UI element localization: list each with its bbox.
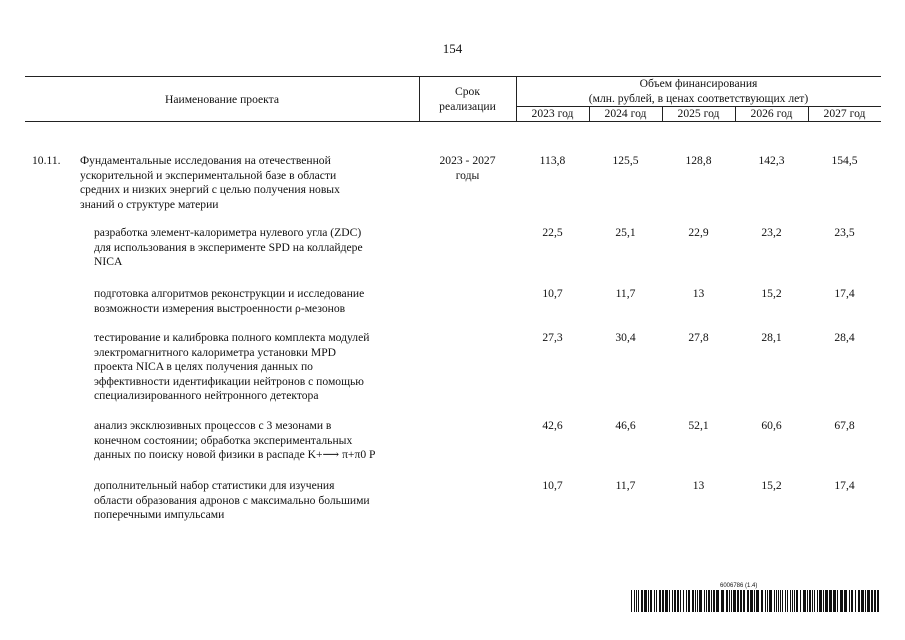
sub-row-value-2026: 15,2 — [761, 479, 782, 492]
sub-row-line: специализированного нейтронного детектора — [94, 389, 319, 402]
sub-row-line: анализ эксклюзивных процессов с 3 мезонами в — [94, 419, 332, 432]
sub-row-line: возможности измерения выстроенности ρ-мезонов — [94, 301, 346, 315]
table-header-bottom-border — [25, 121, 881, 122]
header-year-2027: 2027 год — [823, 107, 866, 120]
sub-row-value-2025: 22,9 — [688, 226, 709, 239]
barcode-image — [631, 590, 881, 612]
sub-row-line: эффективности идентификации нейтронов с помощью — [94, 374, 364, 388]
main-row-title-line: средних и низких энергий с целью получения новых — [80, 183, 340, 196]
sub-row-value-2024: 11,7 — [615, 479, 636, 492]
main-row-term — [419, 154, 516, 183]
sub-row-value-2027: 17,4 — [834, 479, 855, 492]
page-number: 154 — [442, 41, 463, 56]
sub-row-line: проекта NICA в целях получения данных по — [94, 360, 313, 373]
sub-row-line: для использования в эксперименте SPD на коллайдере — [94, 240, 363, 254]
sub-row-value-2025: 27,8 — [688, 331, 709, 344]
sub-row-line: области образования адронов с максимально большими — [94, 493, 370, 507]
main-row-term-line1: 2023 - 2027 — [439, 154, 496, 167]
sub-row-value-2027: 17,4 — [834, 287, 855, 300]
main-row-value-2027: 154,5 — [831, 154, 858, 167]
sub-row-text — [94, 419, 419, 463]
sub-row-line: поперечными импульсами — [94, 508, 225, 521]
sub-row-value-2024: 30,4 — [615, 331, 636, 344]
sub-row-value-2026: 15,2 — [761, 287, 782, 300]
sub-row-text — [94, 226, 419, 270]
sub-row-value-2023: 10,7 — [542, 287, 563, 300]
sub-row-value-2023: 10,7 — [542, 479, 563, 492]
sub-row-text — [94, 331, 419, 404]
header-project-name: Наименование проекта — [164, 93, 280, 106]
sub-row-line: электромагнитного калориметра установки MPD — [94, 345, 337, 359]
main-row-value-2023: 113,8 — [539, 154, 566, 167]
sub-row-value-2024: 46,6 — [615, 419, 636, 432]
sub-row-line: разработка элемент-калориметра нулевого угла (ZDC) — [94, 226, 362, 239]
header-year-2024: 2024 год — [604, 107, 647, 120]
sub-row-value-2025: 13 — [692, 479, 705, 492]
sub-row-text — [94, 287, 419, 316]
sub-row-value-2025: 52,1 — [688, 419, 709, 432]
header-funding — [516, 77, 881, 106]
sub-row-value-2026: 23,2 — [761, 226, 782, 239]
main-row-value-2026: 142,3 — [758, 154, 785, 167]
sub-row-value-2023: 22,5 — [542, 226, 563, 239]
sub-row-line: NICA — [94, 255, 123, 268]
sub-row-line: данных по поиску новой физики в распаде K+⟶ π+π0 P — [94, 448, 376, 461]
sub-row-line: дополнительный набор статистики для изучения — [94, 479, 335, 492]
sub-row-value-2024: 25,1 — [615, 226, 636, 239]
header-term-line2: реализации — [439, 99, 496, 113]
sub-row-value-2027: 23,5 — [834, 226, 855, 239]
header-funding-line1: Объем финансирования — [639, 77, 758, 90]
main-row-title-line: Фундаментальные исследования на отечественной — [80, 154, 331, 167]
sub-row-text — [94, 479, 419, 523]
header-year-2026: 2026 год — [750, 107, 793, 120]
sub-row-value-2024: 11,7 — [615, 287, 636, 300]
header-term-line1: Срок — [455, 85, 480, 98]
main-row-value-2025: 128,8 — [685, 154, 712, 167]
main-row-title-line: знаний о структуре материи — [80, 197, 219, 211]
sub-row-value-2023: 27,3 — [542, 331, 563, 344]
main-row-title — [80, 154, 420, 212]
header-term — [419, 85, 516, 114]
sub-row-value-2026: 60,6 — [761, 419, 782, 432]
sub-row-line: конечном состоянии; обработка экспериментальных — [94, 433, 353, 447]
sub-row-line: подготовка алгоритмов реконструкции и исследование — [94, 287, 365, 300]
sub-row-value-2026: 28,1 — [761, 331, 782, 344]
header-funding-line2: (млн. рублей, в ценах соответствующих лет) — [588, 91, 809, 105]
main-row-title-line: ускорительной и экспериментальной базе в области — [80, 168, 337, 182]
barcode-caption: 6006786 (1.4) — [720, 583, 758, 589]
main-row-number: 10.11. — [32, 154, 61, 167]
sub-row-value-2027: 67,8 — [834, 419, 855, 432]
sub-row-value-2025: 13 — [692, 287, 705, 300]
main-row-term-line2: годы — [455, 168, 480, 182]
sub-row-line: тестирование и калибровка полного комплекта модулей — [94, 331, 370, 344]
sub-row-value-2027: 28,4 — [834, 331, 855, 344]
header-year-2023: 2023 год — [531, 107, 574, 120]
header-year-2025: 2025 год — [677, 107, 720, 120]
sub-row-value-2023: 42,6 — [542, 419, 563, 432]
main-row-value-2024: 125,5 — [612, 154, 639, 167]
